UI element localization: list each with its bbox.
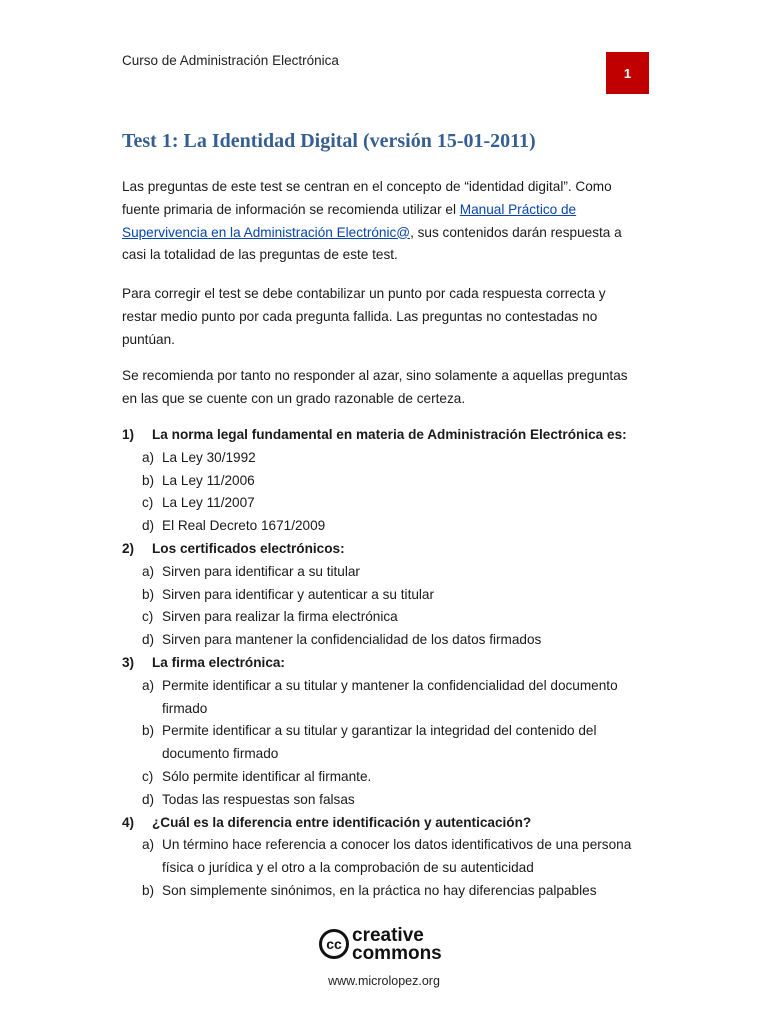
option-letter: c) bbox=[142, 495, 154, 511]
footer-url: www.microlopez.org bbox=[328, 974, 440, 988]
option-item bbox=[142, 561, 642, 584]
question-text: Los certificados electrónicos: bbox=[152, 540, 345, 556]
option-list bbox=[122, 561, 642, 652]
option-text: El Real Decreto 1671/2009 bbox=[162, 518, 326, 534]
option-letter: b) bbox=[142, 723, 155, 739]
option-text: Permite identificar a su titular y garantizar la integridad del contenido del documento firmado bbox=[162, 723, 597, 762]
option-letter: c) bbox=[142, 609, 154, 625]
creative-commons-logo bbox=[318, 924, 450, 964]
option-text: Sirven para realizar la firma electrónica bbox=[162, 609, 398, 625]
option-letter: b) bbox=[142, 586, 155, 602]
question-text: La norma legal fundamental en materia de Administración Electrónica es: bbox=[152, 427, 627, 442]
question-text: La firma electrónica: bbox=[152, 654, 285, 670]
cc-logo-bottom-text: commons bbox=[352, 943, 442, 964]
question-heading bbox=[122, 538, 642, 561]
cc-logo-top-text: creative bbox=[352, 925, 424, 946]
option-text: Un término hace referencia a conocer los datos identificativos de una persona física o jurídica y el otro a la comprobación de su autenticidad bbox=[162, 837, 632, 876]
page-number-badge: 1 bbox=[606, 52, 649, 94]
option-item bbox=[142, 515, 642, 538]
option-letter: c) bbox=[142, 768, 154, 784]
option-letter: d) bbox=[142, 791, 155, 807]
question-list bbox=[122, 424, 642, 903]
question-item bbox=[122, 812, 642, 903]
header-course-title: Curso de Administración Electrónica bbox=[122, 53, 339, 68]
option-item bbox=[142, 675, 642, 721]
option-letter: a) bbox=[142, 677, 155, 693]
cc-mark: cc bbox=[326, 936, 342, 952]
option-text: Son simplemente sinónimos, en la práctica no hay diferencias palpables bbox=[162, 882, 597, 898]
intro-paragraph-2: Para corregir el test se debe contabilizar un punto por cada respuesta correcta y restar medio punto por cada pregunta fallida. Las preguntas no contestadas no puntúan. bbox=[122, 286, 606, 347]
option-list bbox=[122, 447, 642, 538]
option-letter: d) bbox=[142, 518, 155, 534]
manual-link[interactable]: Manual Práctico de Supervivencia en la Administración Electrónic@ bbox=[122, 201, 577, 240]
intro-paragraph-1 bbox=[122, 176, 642, 267]
option-text: La Ley 30/1992 bbox=[162, 449, 256, 465]
question-item bbox=[122, 652, 642, 812]
question-item bbox=[122, 538, 642, 652]
question-number: 1) bbox=[122, 427, 135, 442]
option-item bbox=[142, 766, 642, 789]
option-text: Sirven para mantener la confidencialidad de los datos firmados bbox=[162, 632, 542, 648]
option-letter: a) bbox=[142, 837, 155, 853]
intro-p1-after: , sus contenidos darán respuesta a casi la totalidad de las preguntas de este test. bbox=[122, 224, 622, 263]
document-title: Test 1: La Identidad Digital (versión 15-01-2011) bbox=[122, 130, 536, 152]
option-item bbox=[142, 584, 642, 607]
option-letter: b) bbox=[142, 882, 155, 898]
option-list bbox=[122, 675, 642, 812]
option-item bbox=[142, 720, 642, 766]
option-item bbox=[142, 629, 642, 652]
option-list bbox=[122, 834, 642, 902]
option-item bbox=[142, 447, 642, 470]
option-text: Sirven para identificar a su titular bbox=[162, 563, 360, 579]
option-letter: a) bbox=[142, 563, 155, 579]
option-text: Permite identificar a su titular y mantener la confidencialidad del documento firmado bbox=[162, 677, 618, 716]
option-item bbox=[142, 834, 642, 880]
question-number: 4) bbox=[122, 814, 135, 830]
option-text: La Ley 11/2007 bbox=[162, 495, 255, 511]
question-text: ¿Cuál es la diferencia entre identificación y autenticación? bbox=[152, 814, 532, 830]
question-heading bbox=[122, 812, 642, 835]
option-item bbox=[142, 606, 642, 629]
option-item bbox=[142, 470, 642, 493]
option-item bbox=[142, 492, 642, 515]
option-item bbox=[142, 789, 642, 812]
option-text: Sólo permite identificar al firmante. bbox=[162, 768, 372, 784]
option-letter: a) bbox=[142, 449, 155, 465]
question-item bbox=[122, 424, 642, 538]
question-heading bbox=[122, 424, 642, 447]
option-letter: b) bbox=[142, 472, 155, 488]
option-letter: d) bbox=[142, 632, 155, 648]
option-text: La Ley 11/2006 bbox=[162, 472, 255, 488]
question-heading bbox=[122, 652, 642, 675]
option-text: Sirven para identificar y autenticar a su titular bbox=[162, 586, 435, 602]
intro-p1-before: Las preguntas de este test se centran en el concepto de “identidad digital”. Como fuente primaria de información se recomienda utilizar el bbox=[122, 179, 612, 217]
question-number: 3) bbox=[122, 654, 135, 670]
option-text: Todas las respuestas son falsas bbox=[162, 791, 355, 807]
intro-paragraph-3: Se recomienda por tanto no responder al azar, sino solamente a aquellas preguntas en las que se cuente con un grado razonable de certeza. bbox=[122, 368, 628, 406]
question-number: 2) bbox=[122, 540, 135, 556]
option-item bbox=[142, 880, 642, 903]
